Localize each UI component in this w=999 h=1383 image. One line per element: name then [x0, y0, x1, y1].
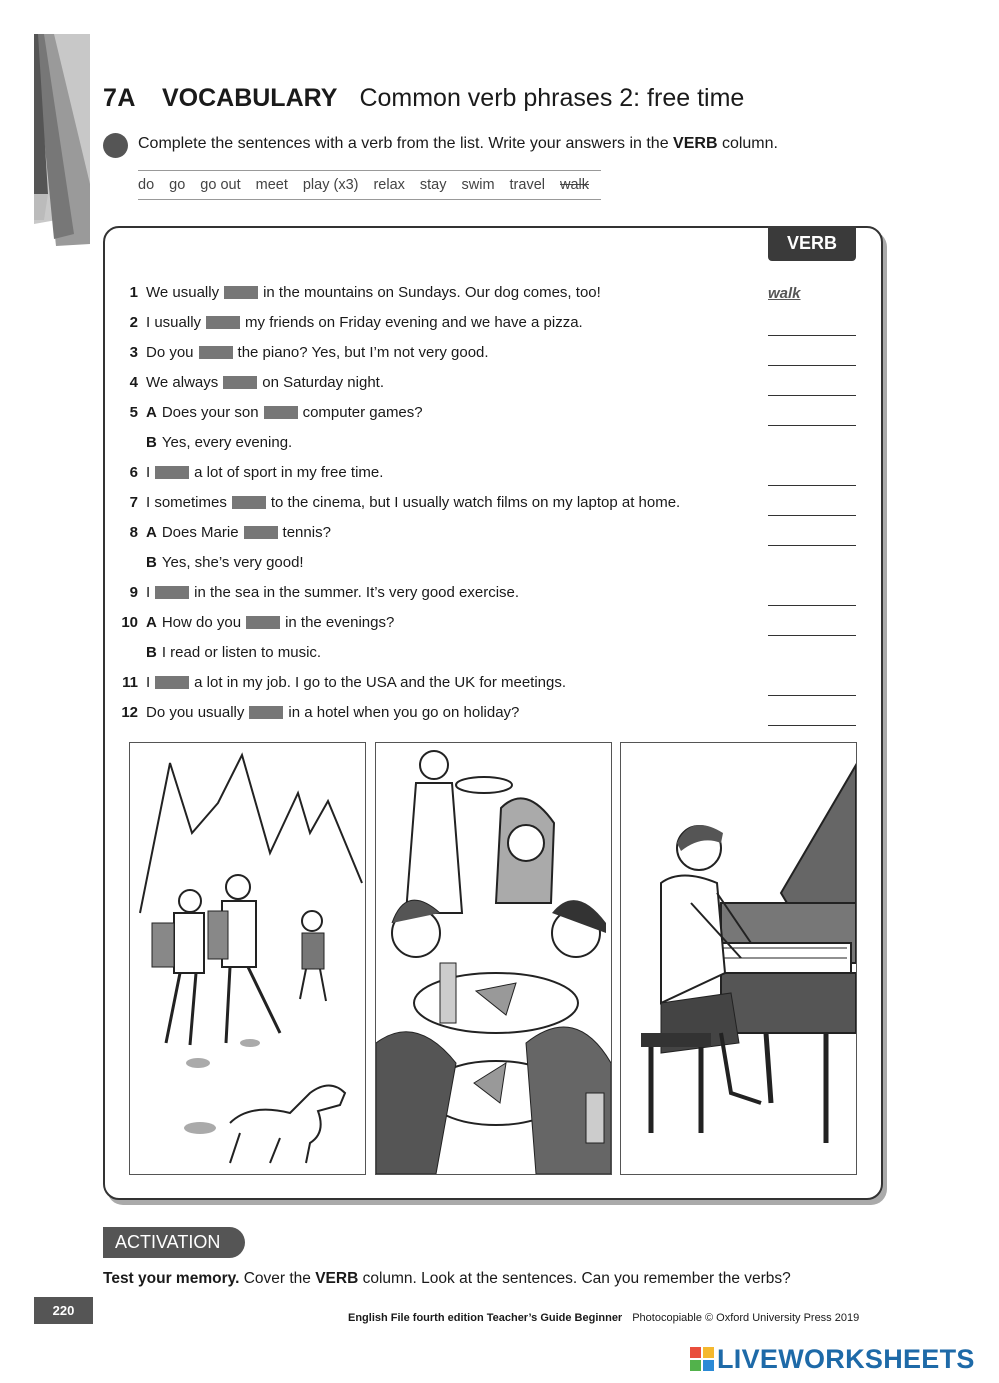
liveworksheets-icon	[690, 1347, 714, 1371]
blank-gap	[264, 406, 298, 419]
sentence-number: 1	[129, 283, 138, 301]
sentence-line	[112, 490, 872, 514]
verb-column-header: VERB	[768, 226, 856, 261]
brand-name: LIVEWORKSHEETS	[717, 1343, 975, 1374]
sentence-line	[112, 310, 872, 334]
word-list-item: play (x3)	[302, 177, 359, 193]
sentence-text-before: I sometimes	[146, 493, 227, 511]
blank-gap	[223, 376, 257, 389]
blank-gap	[244, 526, 278, 539]
answer-field[interactable]: walk	[768, 284, 801, 302]
bullet-icon	[103, 133, 128, 158]
sentence-line	[112, 580, 872, 604]
sentence-text-before: I	[146, 673, 151, 691]
word-list-item: meet	[255, 177, 288, 193]
sentence-text-after: to the cinema, but I usually watch films on my laptop at home.	[270, 493, 681, 511]
word-list-item: swim	[461, 177, 495, 193]
sentence-line	[112, 460, 872, 484]
sentence-line	[112, 610, 872, 634]
blank-gap	[249, 706, 283, 719]
sentence-text-after: a lot of sport in my free time.	[194, 463, 384, 481]
hiking-illustration	[129, 742, 366, 1175]
sentence-text-after: the piano? Yes, but I’m not very good.	[237, 343, 489, 361]
sentence-number: 8	[129, 523, 138, 541]
sentence-number: 12	[121, 703, 138, 721]
sentence-line	[112, 400, 872, 424]
blank-gap	[155, 586, 189, 599]
sentence-text-before: How do you	[161, 613, 242, 631]
sentence-number: 7	[129, 493, 138, 511]
word-list-item: stay	[419, 177, 447, 193]
speaker-label: A	[146, 403, 157, 421]
sentence-text-before: Does your son	[161, 403, 259, 421]
sentence-number: 4	[129, 373, 138, 391]
blank-gap	[155, 676, 189, 689]
unit-code: 7A	[103, 84, 136, 112]
blank-gap	[155, 466, 189, 479]
word-list	[138, 170, 601, 200]
sentence-line	[112, 520, 872, 544]
sentence-number: 3	[129, 343, 138, 361]
sentence-line	[112, 340, 872, 364]
restaurant-illustration	[375, 742, 612, 1175]
sentence-number: 10	[121, 613, 138, 631]
section-name: VOCABULARY	[161, 84, 338, 112]
sentence-line	[112, 370, 872, 394]
sentence-number: 5	[129, 403, 138, 421]
speaker-label: B	[146, 433, 157, 451]
sentence-text-before: Do you usually	[146, 703, 245, 721]
page-title	[103, 84, 744, 113]
sentence-number: 6	[129, 463, 138, 481]
sentence-text-after: my friends on Friday evening and we have a pizza.	[245, 313, 583, 331]
sentence-number: 11	[122, 673, 138, 691]
sentence-line	[112, 700, 872, 724]
sentence-text-before: Yes, she’s very good!	[161, 553, 304, 571]
sentence-text-before: Does Marie	[161, 523, 239, 541]
sentence-text-after: on Saturday night.	[262, 373, 385, 391]
sentence-text-before: Yes, every evening.	[161, 433, 293, 451]
sentence-line	[112, 670, 872, 694]
word-list-item: do	[138, 177, 155, 193]
corner-decoration	[34, 34, 92, 246]
brand-logo	[690, 1342, 975, 1376]
sentence-text-before: I	[146, 583, 151, 601]
sentence-line	[112, 550, 872, 574]
sentence-line	[112, 430, 872, 454]
page-number: 220	[34, 1297, 93, 1324]
sentence-text-before: Do you	[146, 343, 194, 361]
sentence-text-before: I	[146, 463, 151, 481]
sentence-line	[112, 640, 872, 664]
sentence-number: 2	[129, 313, 138, 331]
instruction-text: Complete the sentences with a verb from the list. Write your answers in the VERB column.	[138, 135, 778, 152]
word-list-item: relax	[373, 177, 405, 193]
speaker-label: A	[146, 523, 157, 541]
blank-gap	[224, 286, 258, 299]
sentence-line	[112, 280, 872, 304]
blank-gap	[232, 496, 266, 509]
speaker-label: B	[146, 553, 157, 571]
blank-gap	[206, 316, 240, 329]
sentence-text-before: We always	[146, 373, 219, 391]
sentence-text-after: computer games?	[302, 403, 423, 421]
sentence-number: 9	[129, 583, 138, 601]
speaker-label: A	[146, 613, 157, 631]
sentence-text-after: in the mountains on Sundays. Our dog comes, too!	[263, 283, 601, 301]
sentence-text-after: tennis?	[282, 523, 331, 541]
word-list-item: travel	[509, 177, 545, 193]
word-list-item: go out	[200, 177, 241, 193]
sentence-text-before: I usually	[146, 313, 202, 331]
blank-gap	[199, 346, 233, 359]
activation-text: Test your memory. Cover the VERB column. Look at the sentences. Can you remember the verbs?	[103, 1270, 791, 1287]
activation-label: ACTIVATION	[103, 1227, 245, 1258]
sentence-text-after: in the evenings?	[285, 613, 395, 631]
sentence-text-before: I read or listen to music.	[161, 643, 322, 661]
blank-gap	[246, 616, 280, 629]
speaker-label: B	[146, 643, 157, 661]
word-list-item: go	[169, 177, 186, 193]
section-subtitle: Common verb phrases 2: free time	[359, 84, 745, 112]
footer-text: English File fourth edition Teacher’s Guide Beginner Photocopiable © Oxford University Press 2019	[348, 1312, 860, 1324]
word-list-item-struck: walk	[560, 177, 590, 193]
sentence-text-after: in a hotel when you go on holiday?	[288, 703, 520, 721]
sentence-text-after: in the sea in the summer. It’s very good exercise.	[194, 583, 520, 601]
sentence-text-before: We usually	[146, 283, 220, 301]
sentence-text-after: a lot in my job. I go to the USA and the UK for meetings.	[194, 673, 567, 691]
piano-illustration	[620, 742, 857, 1175]
